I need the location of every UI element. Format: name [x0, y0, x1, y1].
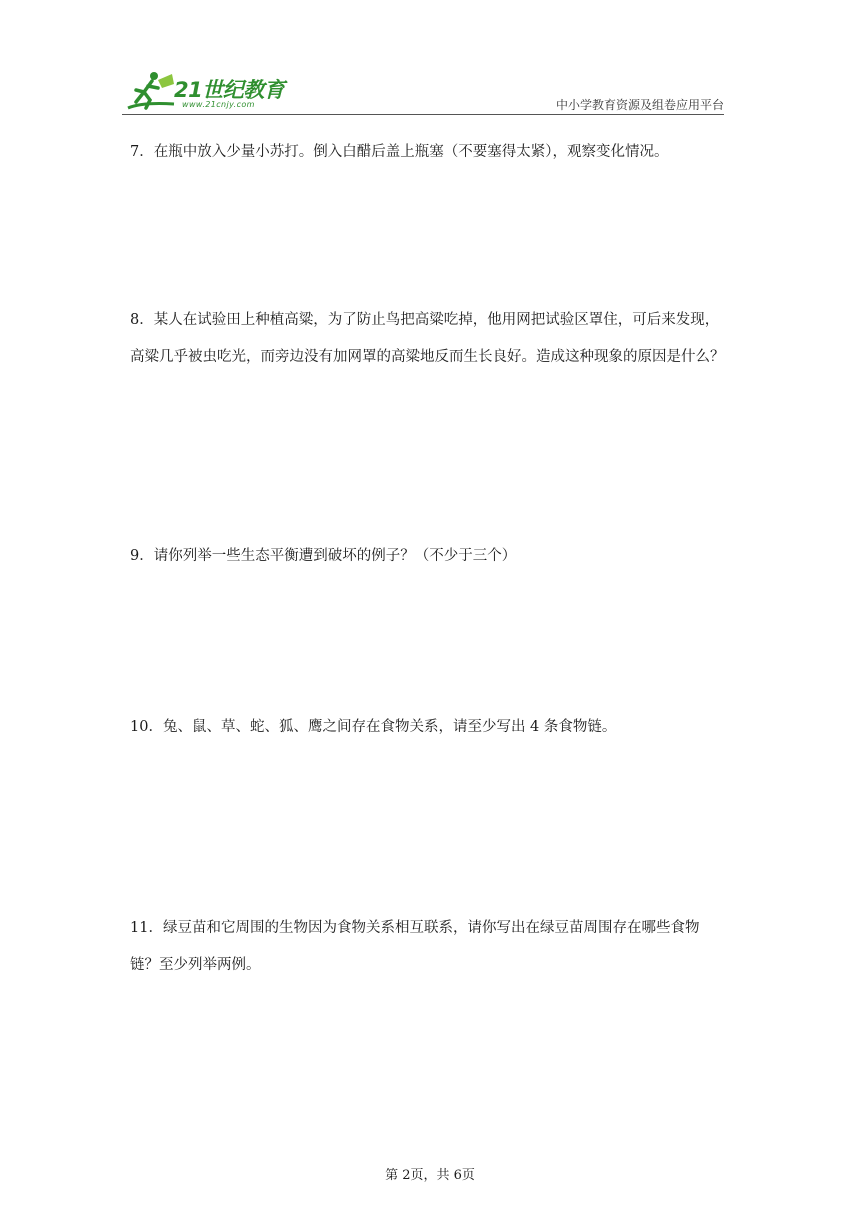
platform-name: 中小学教育资源及组卷应用平台 [555, 98, 724, 112]
logo-url: www.21cnjy.com [182, 100, 255, 109]
header-divider [122, 114, 724, 115]
logo-text: 21世纪教育 [174, 78, 285, 102]
question-10: 10．兔、鼠、草、蛇、狐、鹰之间存在食物关系，请至少写出 4 条食物链。 [130, 719, 617, 735]
question-7: 7．在瓶中放入少量小苏打。倒入白醋后盖上瓶塞（不要塞得太紧），观察变化情况。 [130, 144, 669, 160]
question-8: 8．某人在试验田上种植高粱，为了防止鸟把高粱吃掉，他用网把试验区罩住，可后来发现，高粱几乎被虫吃光，而旁边没有加网罩的高粱地反而生长良好。造成这种现象的原因是什么？ [130, 312, 725, 365]
runner-logo-icon [122, 68, 182, 116]
question-11: 11．绿豆苗和它周围的生物因为食物关系相互联系，请你写出在绿豆苗周围存在哪些食物链？至少列举两例。 [130, 920, 700, 973]
question-9: 9．请你列举一些生态平衡遭到破坏的例子？（不少于三个） [130, 548, 517, 564]
logo [122, 68, 297, 116]
page-number: 第 2页，共 6页 [385, 1168, 475, 1183]
page-header [122, 68, 724, 116]
